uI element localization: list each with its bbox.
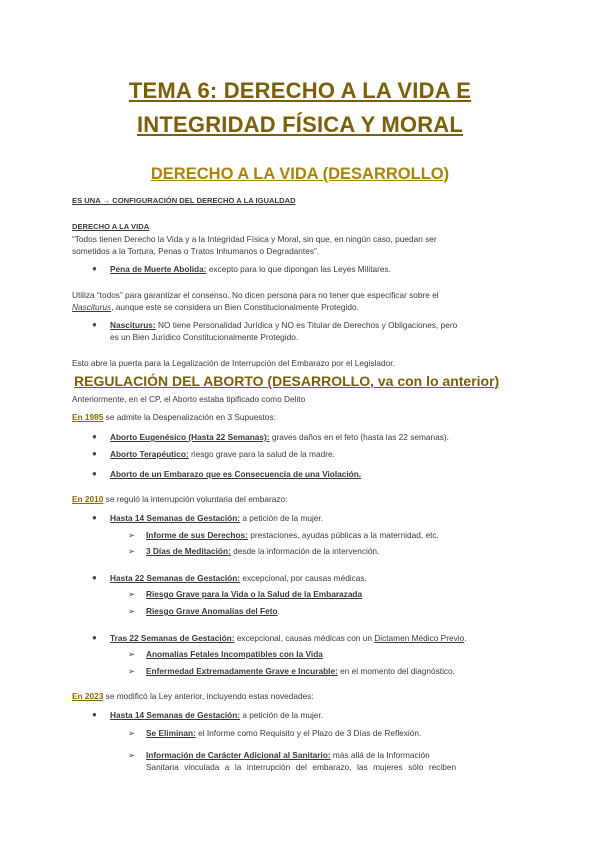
bullet-nasc-text-1: NO tiene Personalidad Jurídica y NO es Titular de Derechos y Obligaciones, pero — [155, 320, 458, 330]
arrow-bullet-icon: ➢ — [128, 666, 136, 676]
plazo-22-text: excepcional, por causas médicas. — [240, 573, 367, 583]
enfermedad-grave — [146, 666, 455, 676]
bullet-icon: ● — [92, 320, 97, 329]
year-1985-line — [72, 412, 276, 422]
anomalias-incompatibles: Anomalías Fetales Incompatibles con la Vida — [146, 649, 323, 659]
supuesto-2-text: riesgo grave para la salud de la madre. — [188, 449, 335, 459]
todos-line-2 — [72, 302, 359, 312]
se-eliminan-label: Se Eliminan: — [146, 728, 196, 738]
es-una-line: ES UNA → CONFIGURACIÓN DEL DERECHO A LA IGUALDAD — [72, 196, 296, 205]
dictamen-medico: Dictamen Médico Previo — [374, 633, 465, 643]
bullet-nasciturus — [110, 320, 457, 330]
supuesto-terapeutico — [110, 449, 335, 459]
anteriormente-line: Anteriormente, en el CP, el Aborto estaba tipificado como Delito — [72, 394, 306, 404]
plazo-14-text: a petición de la mujer. — [240, 513, 324, 523]
supuesto-2-label: Aborto Terapéutico: — [110, 449, 189, 459]
bullet-icon: ● — [92, 432, 97, 441]
enfermedad-grave-text: en el momento del diagnóstico. — [337, 666, 455, 676]
bullet-icon: ● — [92, 513, 97, 522]
arrow-bullet-icon: ➢ — [128, 649, 136, 659]
nuevo-plazo-14 — [110, 710, 323, 720]
se-eliminan-text: el Informe como Requisito y el Plazo de 3 Días de Reflexión. — [195, 728, 422, 738]
plazo-22-semanas — [110, 573, 367, 583]
bullet-icon: ● — [92, 264, 97, 273]
tras-22-label: Tras 22 Semanas de Gestación: — [110, 633, 235, 643]
todos-line-1: Utiliza “todos” para garantizar el consenso. No dicen persona para no tener que especificar sobre el — [72, 290, 439, 300]
arrow-bullet-icon: ➢ — [128, 589, 136, 599]
supuesto-1-label: Aborto Eugenésico (Hasta 22 Semanas): — [110, 432, 270, 442]
todos-line-2-rest: , aunque este se considera un Bien Constitucionalmente Protegido. — [111, 302, 359, 312]
year-2010-line — [72, 494, 287, 504]
bullet-icon: ● — [92, 469, 97, 478]
bullet-icon: ● — [92, 449, 97, 458]
year-2023: En 2023 — [72, 691, 104, 701]
bullet-pena-muerte — [110, 264, 391, 274]
bullet-icon: ● — [92, 633, 97, 642]
quote-line-2: sometidos a la Tortura, Penas o Tratos Inhumanos o Degradantes”. — [72, 246, 320, 256]
nuevo-plazo-14-label: Hasta 14 Semanas de Gestación: — [110, 710, 241, 720]
arrow-bullet-icon: ➢ — [128, 728, 136, 738]
derecho-vida-label: DERECHO A LA VIDA — [72, 222, 150, 231]
nuevo-plazo-14-text: a petición de la mujer. — [240, 710, 324, 720]
arrow-bullet-icon: ➢ — [128, 606, 136, 616]
tras-22-semanas — [110, 633, 467, 643]
supuesto-1-text: graves daños en el feto (hasta las 22 semanas). — [269, 432, 449, 442]
informe-derechos — [146, 530, 439, 540]
informacion-adicional-text-1: más allá de la Información — [330, 750, 430, 760]
page-title-line-1: TEMA 6: DERECHO A LA VIDA E — [128, 78, 472, 103]
bullet-icon: ● — [92, 573, 97, 582]
year-1985: En 1985 — [72, 412, 104, 422]
dias-meditacion-label: 3 Días de Meditación: — [146, 546, 231, 556]
informacion-adicional — [146, 750, 430, 760]
plazo-14-label: Hasta 14 Semanas de Gestación: — [110, 513, 241, 523]
puerta-line: Esto abre la puerta para la Legalización de Interrupción del Embarazo por el Legislador. — [72, 358, 395, 368]
page-title-line-2: INTEGRIDAD FÍSICA Y MORAL — [136, 112, 464, 137]
informe-derechos-label: Informe de sus Derechos: — [146, 530, 248, 540]
year-1985-text: se admite la Despenalización en 3 Supuestos: — [103, 412, 276, 422]
riesgo-anomalias — [146, 606, 280, 616]
riesgo-vida-salud: Riesgo Grave para la Vida o la Salud de la Embarazada — [146, 589, 363, 599]
arrow-bullet-icon: ➢ — [128, 530, 136, 540]
dias-meditacion-text: desde la información de la intervención. — [230, 546, 380, 556]
bullet-pena-label: Pena de Muerte Abolida: — [110, 264, 207, 274]
bullet-nasc-text-2: es un Bien Jurídico Constitucionalmente Protegido. — [110, 332, 299, 342]
se-eliminan — [146, 728, 421, 738]
year-2010-text: se reguló la interrupción voluntaria del embarazo: — [103, 494, 288, 504]
plazo-14-semanas — [110, 513, 323, 523]
year-2023-line — [72, 691, 314, 701]
informacion-adicional-text-2: Sanitaria vinculada a la interrupción del embarazo, las mujeres sólo reciben — [146, 762, 457, 772]
enfermedad-grave-label: Enfermedad Extremadamente Grave e Incurable: — [146, 666, 338, 676]
riesgo-anomalias-text: . — [277, 606, 280, 616]
nasciturus-term: Nasciturus — [72, 302, 112, 312]
riesgo-anomalias-label: Riesgo Grave Anomalías del Feto — [146, 606, 278, 616]
informacion-adicional-label: Información de Carácter Adicional al Sanitario: — [146, 750, 331, 760]
section-heading-derecho-vida: DERECHO A LA VIDA (DESARROLLO) — [150, 165, 450, 183]
dias-meditacion — [146, 546, 379, 556]
arrow-bullet-icon: ➢ — [128, 750, 136, 760]
bullet-nasc-label: Nasciturus: — [110, 320, 156, 330]
tras-22-end: . — [464, 633, 467, 643]
informe-derechos-text: prestaciones, ayudas públicas a la maternidad, etc. — [247, 530, 439, 540]
arrow-bullet-icon: ➢ — [128, 546, 136, 556]
bullet-pena-text: excepto para lo que dipongan las Leyes Militares. — [206, 264, 392, 274]
year-2023-text: se modificó la Ley anterior, incluyendo estas novedades: — [103, 691, 314, 701]
supuesto-eugenesico — [110, 432, 449, 442]
supuesto-violacion: Aborto de un Embarazo que es Consecuencia de una Violación. — [110, 469, 362, 479]
quote-line-1: “Todos tienen Derecho la Vida y a la Integridad Física y Moral, sin que, en ningún caso, puedan ser — [72, 234, 437, 244]
plazo-22-label: Hasta 22 Semanas de Gestación: — [110, 573, 241, 583]
section-heading-aborto: REGULACIÓN DEL ABORTO (DESARROLLO, va con lo anterior) — [74, 373, 500, 389]
bullet-icon: ● — [92, 710, 97, 719]
tras-22-text: excepcional, causas médicas con un — [234, 633, 375, 643]
year-2010: En 2010 — [72, 494, 104, 504]
